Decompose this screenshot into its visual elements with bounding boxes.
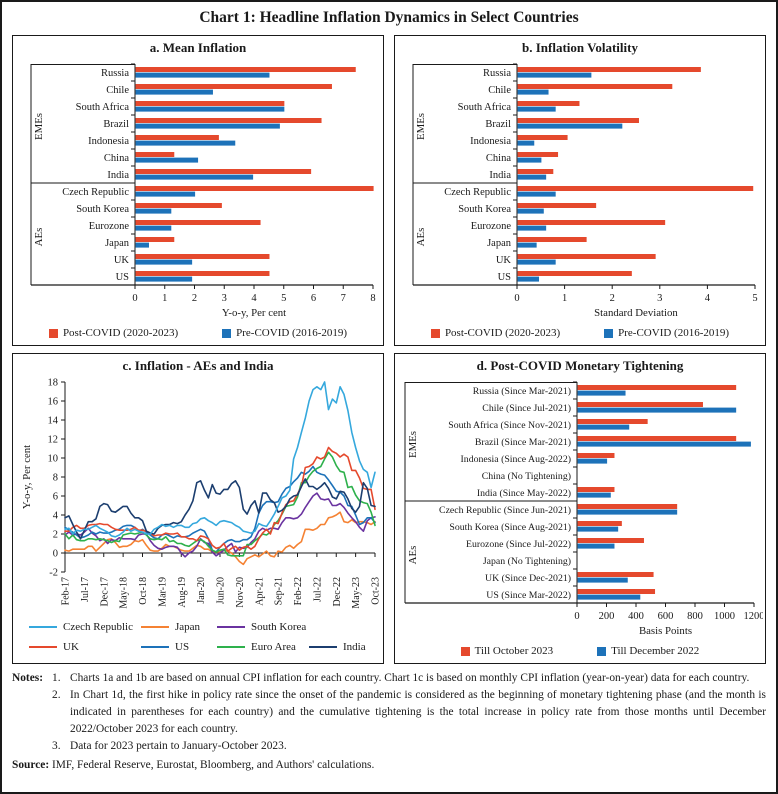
bar-blue bbox=[518, 243, 537, 248]
axis-text: 8 bbox=[370, 293, 376, 304]
bar-blue bbox=[136, 260, 193, 265]
legend-swatch bbox=[141, 626, 169, 629]
note-item-2 bbox=[12, 687, 766, 738]
legend-swatch bbox=[309, 646, 337, 649]
panel-inflation-volatility bbox=[394, 35, 766, 346]
axis-text: 0 bbox=[52, 548, 58, 560]
panel-monetary-tightening bbox=[394, 353, 766, 664]
legend-item bbox=[49, 327, 178, 339]
legend-label: Czech Republic bbox=[63, 621, 133, 633]
legend-swatch bbox=[49, 329, 58, 338]
legend-label: Pre-COVID (2016-2019) bbox=[618, 327, 730, 339]
axis-text: Standard Deviation bbox=[594, 307, 678, 319]
axis-text: EMEs bbox=[33, 113, 45, 140]
legend-label: South Korea bbox=[251, 621, 307, 633]
axis-text: 6 bbox=[52, 491, 58, 503]
bar-red bbox=[518, 203, 597, 208]
bar-red bbox=[518, 237, 587, 242]
axis-text: Y-o-y, Per cent bbox=[221, 307, 287, 319]
axis-text: Indonesia bbox=[88, 136, 129, 147]
legend-label: Pre-COVID (2016-2019) bbox=[236, 327, 348, 339]
panel-a-title: a. Mean Inflation bbox=[149, 40, 247, 55]
bar-red bbox=[578, 572, 654, 577]
axis-text: Brazil bbox=[103, 119, 129, 130]
legend-row bbox=[13, 619, 383, 639]
axis-text: EMEs bbox=[407, 431, 419, 458]
bar-blue bbox=[518, 124, 623, 129]
bar-chart-d bbox=[397, 376, 763, 639]
bar-blue bbox=[518, 277, 539, 282]
legend-item bbox=[222, 327, 347, 339]
note-item-1 bbox=[12, 670, 766, 687]
bar-red bbox=[136, 203, 222, 208]
axis-text: Japan bbox=[487, 238, 511, 249]
axis-text: UK (Since Dec-2021) bbox=[485, 573, 571, 584]
legend-label: Post-COVID (2020-2023) bbox=[444, 327, 561, 339]
bar-red bbox=[136, 237, 175, 242]
note-number: 2. bbox=[52, 689, 61, 702]
bar-red bbox=[518, 169, 554, 174]
bar-red bbox=[578, 538, 644, 543]
legend-label: UK bbox=[63, 641, 79, 653]
bar-blue bbox=[578, 425, 630, 430]
legend-item bbox=[431, 327, 560, 339]
bar-blue bbox=[518, 73, 592, 78]
axis-text: Basis Points bbox=[638, 625, 693, 637]
axis-text: 7 bbox=[340, 293, 346, 304]
bar-blue bbox=[518, 226, 547, 231]
axis-text: Dec-22 bbox=[331, 577, 343, 607]
legend-item bbox=[309, 641, 366, 653]
axis-text: 0 bbox=[514, 293, 520, 304]
note-number: 1. bbox=[52, 672, 61, 684]
bar-red bbox=[518, 67, 701, 72]
bar-red bbox=[518, 254, 656, 259]
axis-text: Russia (Since Mar-2021) bbox=[472, 386, 571, 397]
axis-text: 2 bbox=[609, 293, 615, 304]
source-text: IMF, Federal Reserve, Eurostat, Bloomberg, and Authors' calculations. bbox=[51, 758, 375, 771]
axis-text: EMEs bbox=[415, 113, 427, 140]
panel-inflation-aes-india bbox=[12, 353, 384, 664]
bar-blue bbox=[136, 209, 172, 214]
bar-blue bbox=[136, 158, 198, 163]
source-row bbox=[12, 757, 766, 774]
axis-text: 1 bbox=[561, 293, 568, 304]
legend-item bbox=[217, 641, 296, 653]
note-text: In Chart 1d, the first hike in policy rate since the onset of the pandemic is considered as the beginning of monetary tightening phase (and the month is indicated in parentheses for each country) and the cumulative tightening is the total increase in policy rate from those months until December 2022/October 2023 for each country. bbox=[70, 689, 766, 736]
axis-text: Y-o-y, Per cent bbox=[21, 444, 33, 510]
panel-b-chart bbox=[397, 58, 765, 326]
bar-blue bbox=[578, 408, 737, 413]
axis-text: 18 bbox=[47, 377, 58, 389]
legend-item bbox=[141, 641, 189, 653]
axis-text: Brazil (Since Mar-2021) bbox=[474, 437, 571, 448]
axis-text: Oct-23 bbox=[370, 577, 381, 605]
axis-text: Jul-17 bbox=[79, 577, 91, 602]
bar-blue bbox=[136, 124, 280, 129]
legend-swatch bbox=[217, 646, 245, 649]
bar-blue bbox=[136, 141, 236, 146]
axis-text: 4 bbox=[704, 293, 711, 304]
bar-blue bbox=[136, 175, 254, 180]
axis-text: Jan-20 bbox=[196, 577, 208, 604]
notes-label: Notes: bbox=[12, 672, 43, 684]
legend-item bbox=[141, 621, 200, 633]
bar-blue bbox=[136, 226, 172, 231]
bar-red bbox=[136, 169, 312, 174]
note-number: 3. bbox=[52, 740, 61, 753]
source-label: Source: bbox=[12, 758, 50, 771]
bar-red bbox=[578, 504, 678, 509]
axis-text: 3 bbox=[657, 293, 663, 304]
bar-red bbox=[518, 220, 666, 225]
axis-text: Japan (No Tightening) bbox=[482, 556, 571, 567]
bar-red bbox=[136, 220, 261, 225]
bar-red bbox=[136, 186, 374, 191]
axis-text: China bbox=[485, 153, 511, 164]
series-line-czech bbox=[65, 382, 375, 537]
bar-red bbox=[518, 271, 632, 276]
note-text: Data for 2023 pertain to January-October 2023. bbox=[70, 740, 287, 753]
axis-text: 2 bbox=[191, 293, 198, 304]
axis-text: 600 bbox=[657, 611, 674, 622]
axis-text: 400 bbox=[628, 611, 644, 622]
axis-text: 1 bbox=[162, 293, 168, 304]
axis-text: 3 bbox=[221, 293, 227, 304]
axis-text: South Korea bbox=[76, 204, 129, 215]
bar-chart-a bbox=[15, 58, 381, 321]
legend bbox=[13, 327, 383, 339]
legend-item bbox=[597, 645, 699, 657]
bar-blue bbox=[578, 544, 615, 549]
bar-blue bbox=[578, 493, 611, 498]
bar-red bbox=[518, 152, 558, 157]
bar-blue bbox=[578, 391, 626, 396]
bar-chart-b bbox=[397, 58, 763, 321]
bar-red bbox=[136, 254, 270, 259]
bar-blue bbox=[518, 90, 549, 95]
axis-text: India bbox=[489, 170, 511, 181]
figure-title: Chart 1: Headline Inflation Dynamics in Select Countries bbox=[199, 9, 579, 26]
bar-red bbox=[136, 135, 219, 140]
line-chart-c bbox=[15, 376, 381, 612]
bar-blue bbox=[578, 510, 678, 515]
axis-text: Dec-17 bbox=[99, 577, 111, 607]
legend-label: Till December 2022 bbox=[611, 645, 700, 657]
bar-red bbox=[578, 589, 655, 594]
axis-text: 1200 bbox=[743, 611, 763, 622]
legend-item bbox=[217, 621, 306, 633]
axis-text: Nov-20 bbox=[234, 577, 246, 608]
axis-text: 4 bbox=[251, 293, 257, 304]
axis-text: Eurozone bbox=[470, 221, 511, 232]
bar-red bbox=[578, 453, 615, 458]
bar-red bbox=[578, 487, 615, 492]
panel-c-title: c. Inflation - AEs and India bbox=[122, 358, 274, 373]
legend-label: Till October 2023 bbox=[474, 645, 554, 657]
axis-text: Jul-22 bbox=[312, 577, 324, 602]
axis-text: 5 bbox=[281, 293, 287, 304]
legend-item bbox=[604, 327, 729, 339]
bar-blue bbox=[518, 175, 547, 180]
legend-label: Japan bbox=[175, 621, 201, 633]
legend-swatch bbox=[597, 647, 606, 656]
legend bbox=[395, 327, 765, 339]
bar-blue bbox=[518, 260, 556, 265]
axis-text: 2 bbox=[52, 529, 58, 541]
bar-blue bbox=[136, 73, 270, 78]
axis-text: Jun-20 bbox=[215, 577, 227, 605]
axis-text: 0 bbox=[132, 293, 138, 304]
bar-red bbox=[518, 118, 639, 123]
axis-text: Feb-22 bbox=[293, 577, 304, 606]
axis-text: US bbox=[115, 272, 129, 283]
legend bbox=[13, 619, 383, 659]
bar-blue bbox=[136, 243, 149, 248]
axis-text: AEs bbox=[415, 227, 427, 247]
axis-text: Eurozone (Since Jul-2022) bbox=[465, 539, 571, 550]
bar-blue bbox=[518, 107, 556, 112]
axis-text: Aug-19 bbox=[176, 577, 188, 608]
legend-label: US bbox=[175, 641, 190, 653]
axis-text: China (No Tightening) bbox=[481, 471, 571, 482]
axis-text: South Africa (Since Nov-2021) bbox=[448, 420, 571, 431]
bar-red bbox=[518, 101, 580, 106]
bar-red bbox=[518, 135, 568, 140]
bar-blue bbox=[136, 277, 193, 282]
axis-text: South Africa bbox=[457, 102, 511, 113]
legend-swatch bbox=[141, 646, 169, 649]
axis-text: AEs bbox=[407, 545, 419, 565]
axis-text: Mar-19 bbox=[157, 577, 169, 607]
axis-text: AEs bbox=[33, 227, 45, 247]
bar-blue bbox=[578, 578, 628, 583]
note-item-3 bbox=[12, 738, 766, 755]
legend-swatch bbox=[29, 626, 57, 629]
panel-c-chart bbox=[15, 376, 383, 617]
axis-text: South Korea bbox=[458, 204, 511, 215]
axis-text: Feb-17 bbox=[60, 577, 72, 606]
series-line-india bbox=[65, 479, 375, 539]
bar-red bbox=[518, 84, 673, 89]
legend-label: Post-COVID (2020-2023) bbox=[62, 327, 179, 339]
bar-red bbox=[578, 402, 703, 407]
bar-red bbox=[136, 271, 270, 276]
legend-swatch bbox=[461, 647, 470, 656]
bar-blue bbox=[578, 527, 619, 532]
axis-text: Chile bbox=[488, 85, 511, 96]
bar-blue bbox=[136, 107, 285, 112]
axis-text: UK bbox=[495, 255, 511, 266]
axis-text: 10 bbox=[47, 453, 58, 465]
axis-text: South Africa bbox=[75, 102, 129, 113]
axis-text: 200 bbox=[598, 611, 615, 622]
bar-blue bbox=[136, 192, 196, 197]
axis-text: US (Since Mar-2022) bbox=[486, 590, 571, 601]
bar-red bbox=[136, 84, 332, 89]
axis-text: Brazil bbox=[485, 119, 511, 130]
axis-text: 1000 bbox=[714, 611, 735, 622]
axis-text: Apr-21 bbox=[254, 577, 266, 606]
note-text: Charts 1a and 1b are based on annual CPI inflation for each country. Chart 1c is based on monthly CPI inflation (year-on-year) data for each country. bbox=[70, 672, 750, 684]
legend-swatch bbox=[217, 626, 245, 629]
axis-text: May-18 bbox=[118, 577, 130, 609]
bar-blue bbox=[518, 192, 556, 197]
axis-text: Russia bbox=[482, 68, 511, 79]
axis-text: US bbox=[497, 272, 511, 283]
axis-text: 14 bbox=[47, 415, 58, 427]
axis-text: UK bbox=[113, 255, 129, 266]
bar-blue bbox=[518, 141, 535, 146]
legend-label: India bbox=[343, 641, 366, 653]
axis-text: India bbox=[107, 170, 129, 181]
legend-row bbox=[13, 639, 383, 659]
notes-block bbox=[12, 670, 766, 774]
axis-text: 0 bbox=[574, 611, 580, 622]
axis-text: Oct-18 bbox=[138, 577, 149, 605]
axis-text: Japan bbox=[105, 238, 129, 249]
axis-text: Indonesia (Since Aug-2022) bbox=[460, 454, 571, 465]
axis-text: Czech Republic (Since Jun-2021) bbox=[439, 505, 571, 516]
axis-text: 4 bbox=[52, 510, 58, 522]
axis-text: Sep-21 bbox=[273, 577, 285, 606]
axis-text: Czech Republic bbox=[62, 187, 129, 198]
bar-red bbox=[136, 152, 175, 157]
legend-item bbox=[461, 645, 553, 657]
bar-red bbox=[518, 186, 754, 191]
legend-swatch bbox=[604, 329, 613, 338]
bar-blue bbox=[136, 90, 213, 95]
panel-d-title: d. Post-COVID Monetary Tightening bbox=[476, 358, 684, 373]
axis-text: Indonesia bbox=[470, 136, 511, 147]
panel-d-chart bbox=[397, 376, 765, 644]
axis-text: 12 bbox=[47, 434, 58, 446]
panel-a-chart bbox=[15, 58, 383, 326]
bar-blue bbox=[518, 209, 544, 214]
legend-swatch bbox=[222, 329, 231, 338]
axis-text: Chile bbox=[106, 85, 129, 96]
axis-text: 5 bbox=[752, 293, 758, 304]
legend-label: Euro Area bbox=[251, 641, 296, 653]
legend bbox=[395, 645, 765, 657]
axis-text: 6 bbox=[310, 293, 317, 304]
axis-text: Chile (Since Jul-2021) bbox=[482, 403, 571, 414]
axis-text: South Korea (Since Aug-2021) bbox=[449, 522, 571, 533]
bar-red bbox=[136, 118, 322, 123]
legend-swatch bbox=[431, 329, 440, 338]
axis-text: Eurozone bbox=[88, 221, 129, 232]
bar-red bbox=[136, 101, 285, 106]
axis-text: Czech Republic bbox=[444, 187, 511, 198]
axis-text: Russia bbox=[100, 68, 129, 79]
axis-text: 16 bbox=[47, 396, 58, 408]
legend-item bbox=[29, 641, 79, 653]
panel-mean-inflation bbox=[12, 35, 384, 346]
axis-text: 800 bbox=[687, 611, 703, 622]
legend-item bbox=[29, 621, 133, 633]
axis-text: -2 bbox=[49, 567, 58, 579]
bar-blue bbox=[578, 595, 641, 600]
bar-blue bbox=[578, 442, 751, 447]
bar-red bbox=[136, 67, 356, 72]
bar-red bbox=[578, 436, 737, 441]
axis-text: May-23 bbox=[351, 577, 363, 609]
axis-text: 8 bbox=[52, 472, 58, 484]
bar-red bbox=[578, 521, 622, 526]
panel-b-title: b. Inflation Volatility bbox=[522, 40, 638, 55]
bar-red bbox=[578, 385, 737, 390]
bar-blue bbox=[518, 158, 542, 163]
legend-swatch bbox=[29, 646, 57, 649]
axis-text: India (Since May-2022) bbox=[476, 488, 571, 499]
bar-red bbox=[578, 419, 648, 424]
axis-text: China bbox=[103, 153, 129, 164]
bar-blue bbox=[578, 459, 608, 464]
